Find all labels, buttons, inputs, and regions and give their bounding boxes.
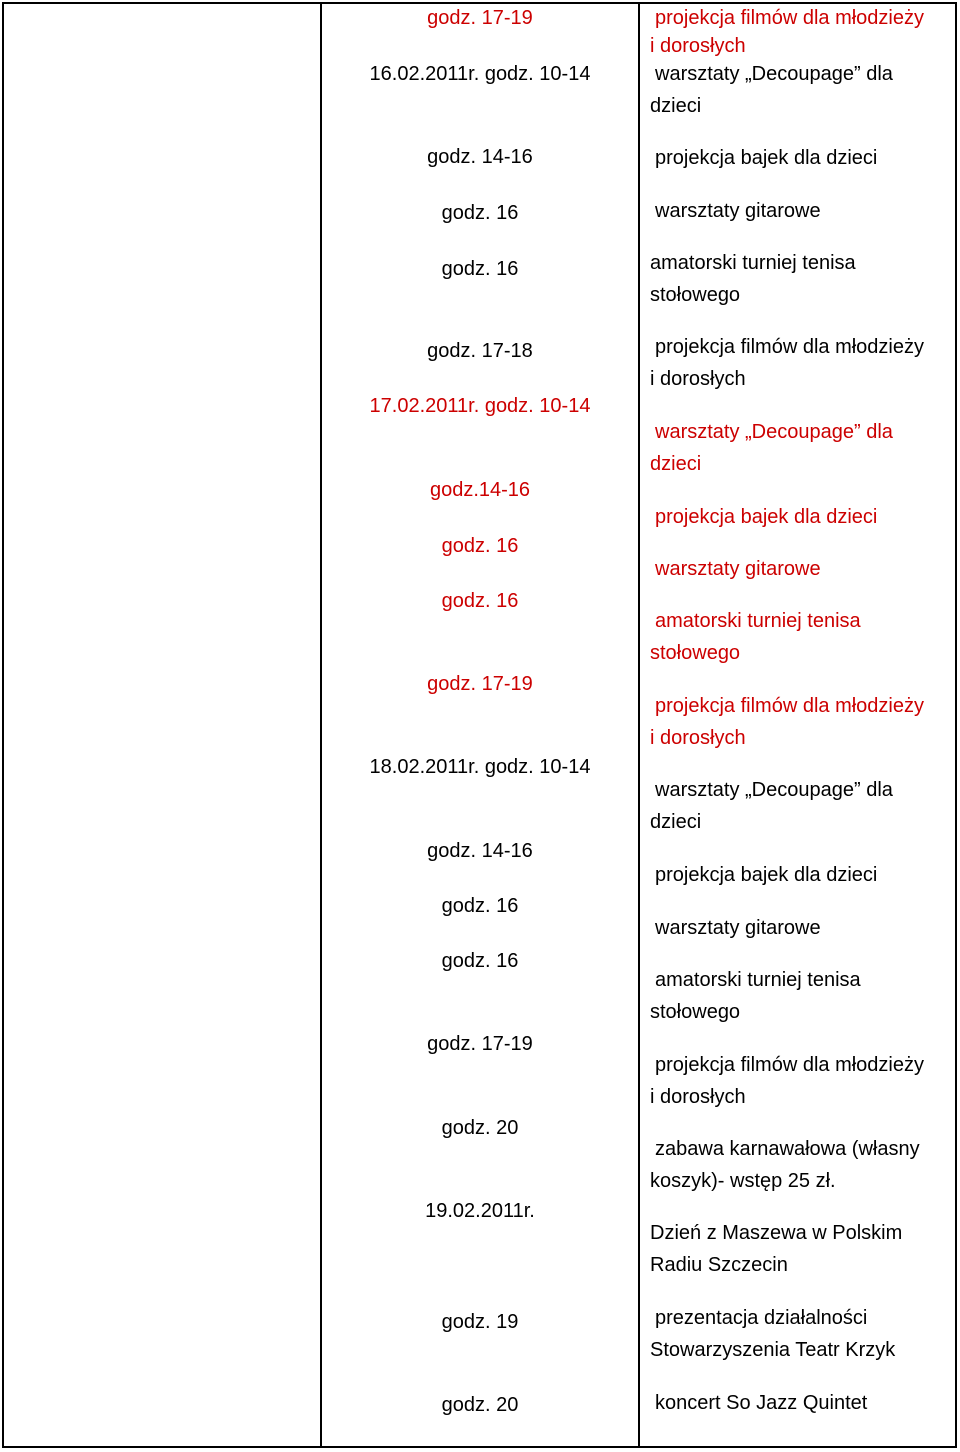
event-line: i dorosłych <box>650 727 746 749</box>
event-line: projekcja filmów dla młodzieży <box>655 7 924 29</box>
date-entry: 19.02.2011r. <box>425 1200 535 1222</box>
event-line: projekcja bajek dla dzieci <box>655 147 878 169</box>
event-line: projekcja filmów dla młodzieży <box>655 336 924 358</box>
time-entry: godz. 20 <box>441 1394 519 1416</box>
event-line: Dzień z Maszewa w Polskim <box>650 1222 903 1244</box>
event-line: i dorosłych <box>650 35 746 57</box>
event-line: warsztaty gitarowe <box>655 917 821 939</box>
time-entry: godz. 19 <box>441 1311 519 1333</box>
event-line: Radiu Szczecin <box>650 1254 788 1276</box>
time-entry: godz. 16 <box>441 950 519 972</box>
event-line: stołowego <box>650 642 741 664</box>
date-time-entry: 18.02.2011r. godz. 10-14 <box>369 756 591 778</box>
event-line: stołowego <box>650 284 741 306</box>
event-line: koszyk)- wstęp 25 zł. <box>650 1170 836 1192</box>
event-line: dzieci <box>650 95 702 117</box>
time-entry: godz. 17-18 <box>427 340 533 362</box>
column-divider <box>638 2 640 1448</box>
event-line: amatorski turniej tenisa <box>655 610 861 632</box>
time-entry: godz. 14-16 <box>427 840 533 862</box>
time-entry: godz.14-16 <box>429 479 531 501</box>
time-entry: godz. 14-16 <box>427 146 533 168</box>
time-entry: godz. 16 <box>441 535 519 557</box>
event-line: Stowarzyszenia Teatr Krzyk <box>650 1339 896 1361</box>
event-line: stołowego <box>650 1001 741 1023</box>
event-line: dzieci <box>650 811 702 833</box>
time-entry: godz. 16 <box>441 895 519 917</box>
event-line: projekcja bajek dla dzieci <box>655 506 878 528</box>
date-time-entry: 17.02.2011r. godz. 10-14 <box>369 395 591 417</box>
date-time-entry: 16.02.2011r. godz. 10-14 <box>369 63 591 85</box>
time-entry: godz. 20 <box>441 1117 519 1139</box>
event-line: i dorosłych <box>650 1086 746 1108</box>
event-line: amatorski turniej tenisa <box>655 969 861 991</box>
event-line: amatorski turniej tenisa <box>650 252 856 274</box>
event-line: warsztaty gitarowe <box>655 200 821 222</box>
time-entry: godz. 17-19 <box>427 1033 533 1055</box>
event-line: prezentacja działalności <box>655 1307 868 1329</box>
empty-first-column <box>4 4 320 1446</box>
event-line: warsztaty „Decoupage” dla <box>655 779 893 801</box>
event-line: projekcja filmów dla młodzieży <box>655 1054 924 1076</box>
event-line: i dorosłych <box>650 368 746 390</box>
event-line: zabawa karnawałowa (własny <box>655 1138 920 1160</box>
event-line: warsztaty „Decoupage” dla <box>655 63 893 85</box>
time-entry: godz. 16 <box>441 202 519 224</box>
event-line: projekcja bajek dla dzieci <box>655 864 878 886</box>
time-entry: godz. 17-19 <box>427 673 533 695</box>
time-entry: godz. 17-19 <box>427 7 533 29</box>
event-line: warsztaty „Decoupage” dla <box>655 421 893 443</box>
time-entry: godz. 16 <box>441 590 519 612</box>
event-line: dzieci <box>650 453 702 475</box>
event-line: koncert So Jazz Quintet <box>655 1392 868 1414</box>
event-line: projekcja filmów dla młodzieży <box>655 695 924 717</box>
event-line: warsztaty gitarowe <box>655 558 821 580</box>
time-entry: godz. 16 <box>441 258 519 280</box>
